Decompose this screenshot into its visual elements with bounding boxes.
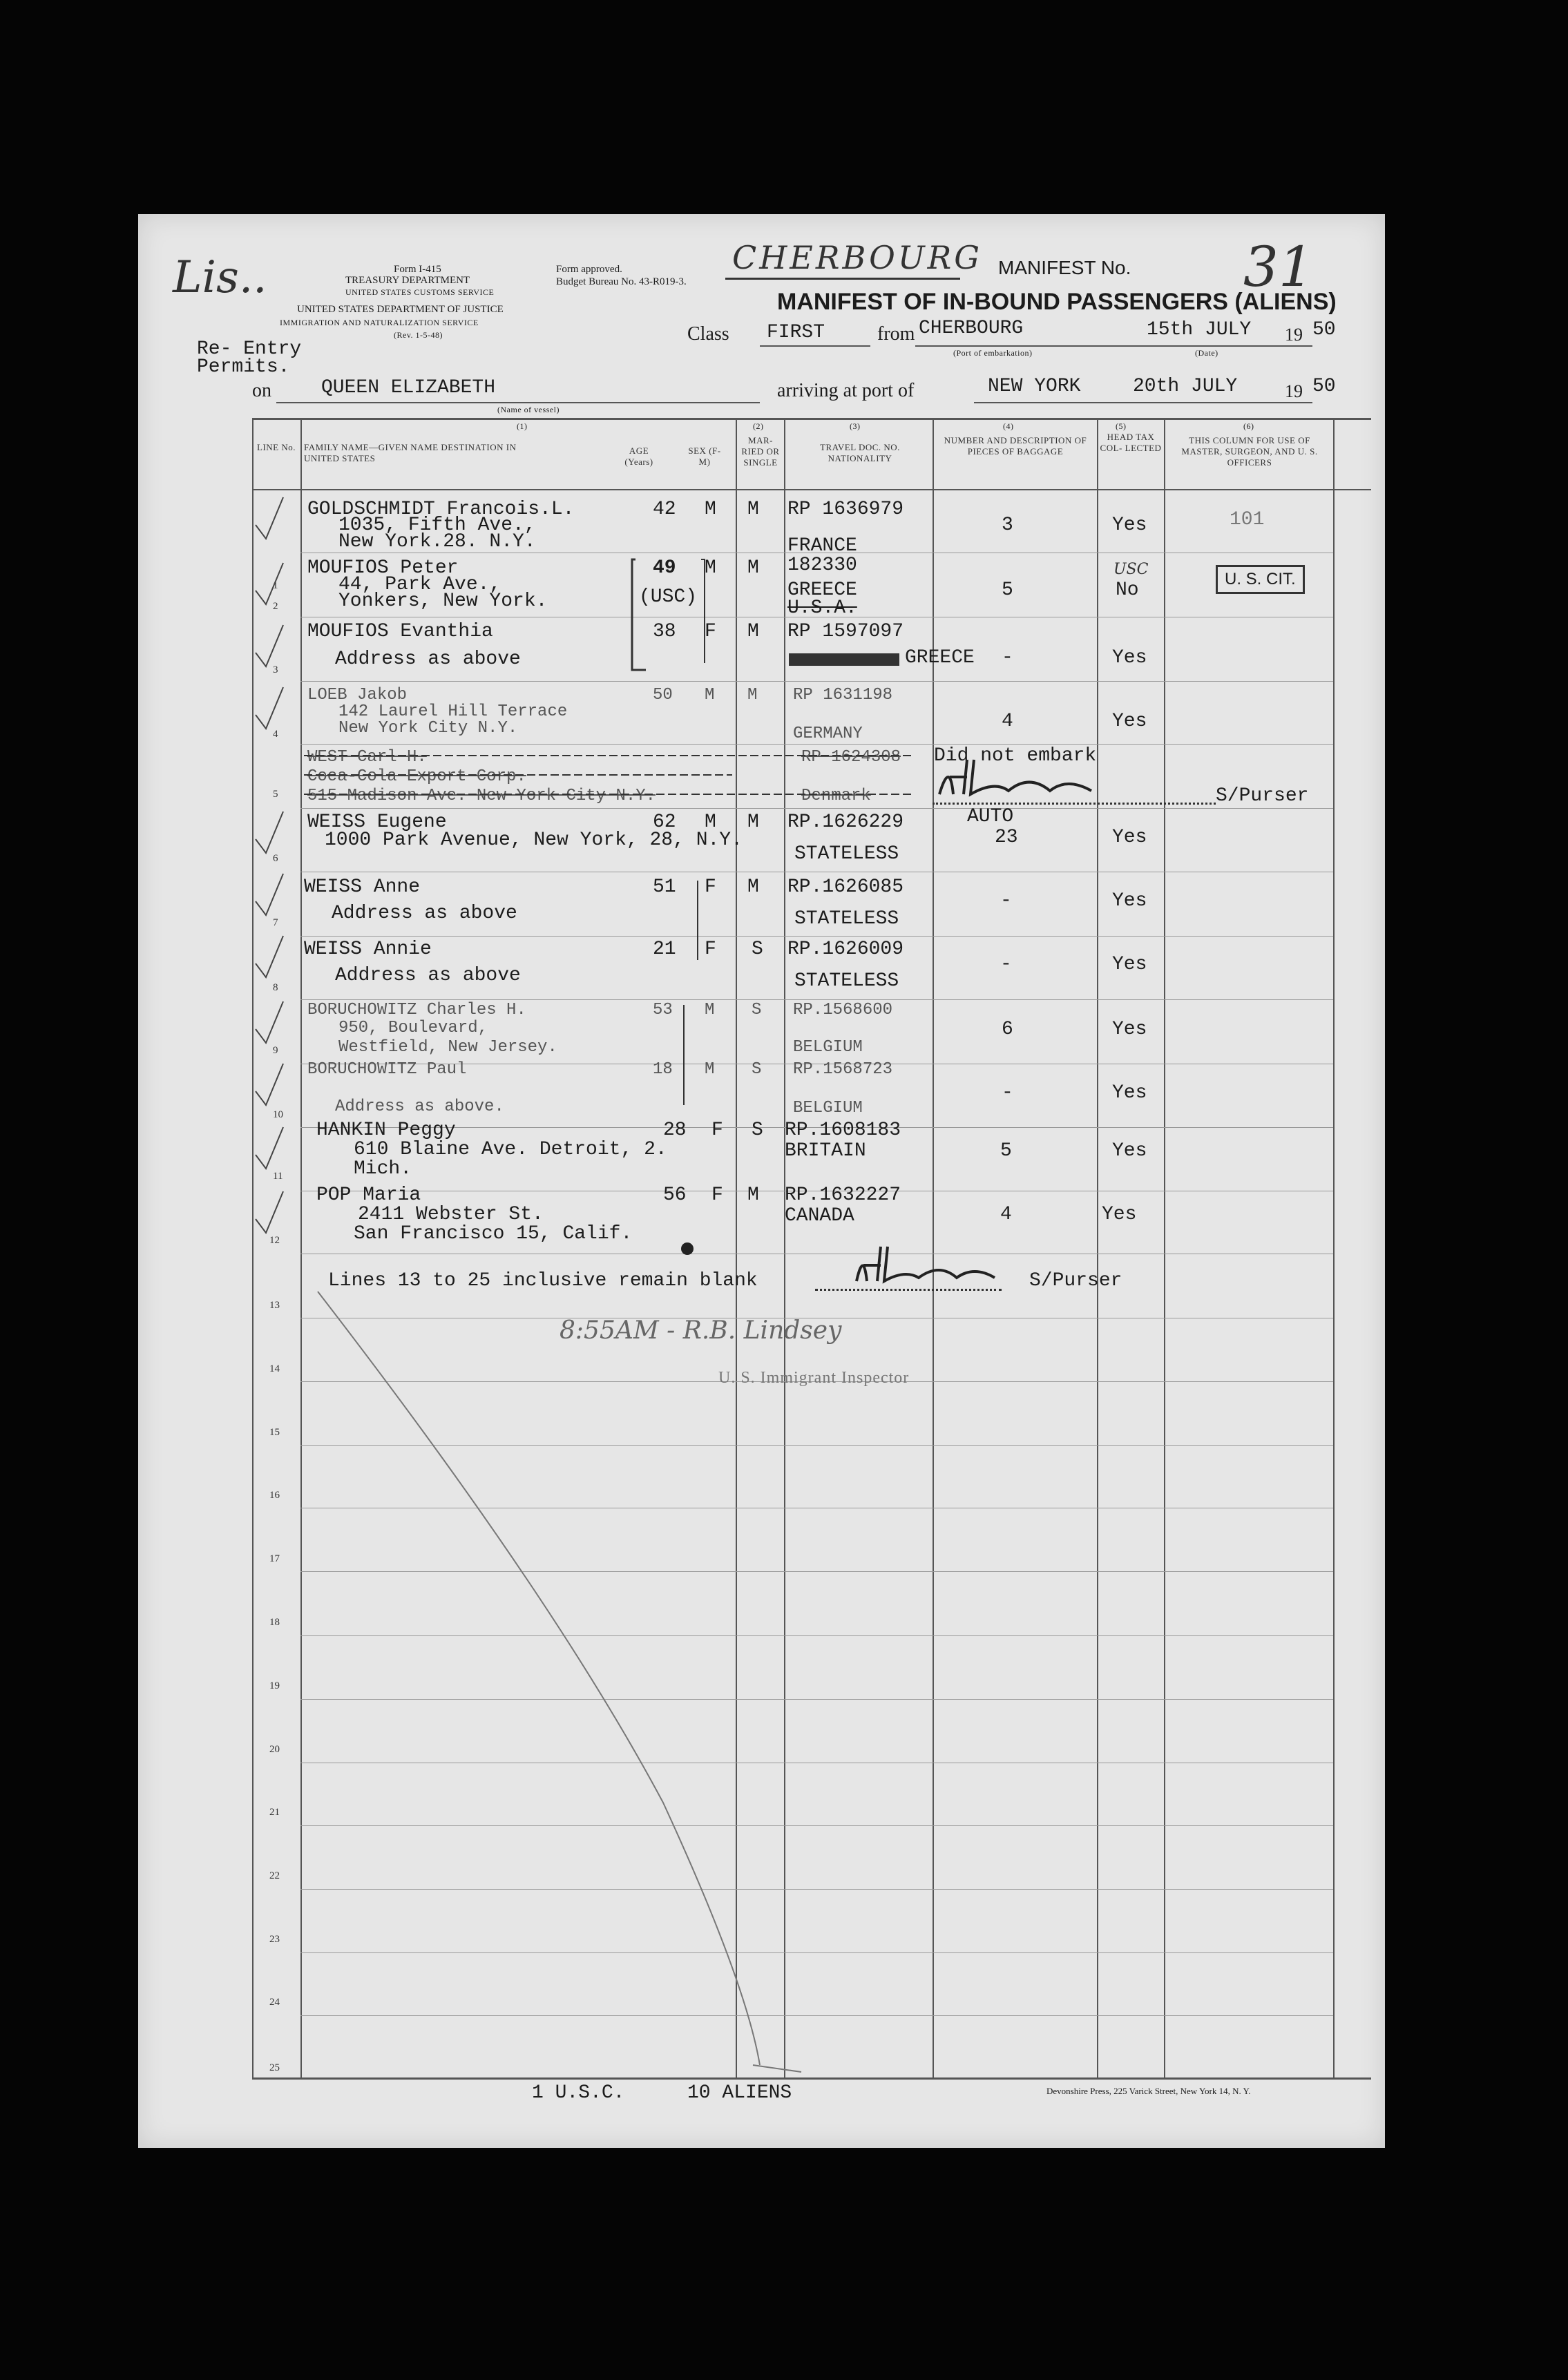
passenger-age: 42 bbox=[653, 499, 676, 520]
head-tax: Yes bbox=[1112, 1019, 1147, 1040]
marital-status: M bbox=[747, 1184, 759, 1206]
nationality: BELGIUM bbox=[793, 1038, 863, 1057]
nationality: Denmark bbox=[801, 787, 871, 805]
pencil-line bbox=[753, 2065, 801, 2072]
passenger-address: 610 Blaine Ave. Detroit, 2. bbox=[354, 1139, 667, 1160]
passenger-name: WEISS Annie bbox=[304, 939, 432, 960]
nationality: GREECE bbox=[905, 647, 975, 669]
inspector-label: U. S. Immigrant Inspector bbox=[718, 1369, 910, 1387]
passenger-age: 49 bbox=[653, 557, 676, 579]
budget-bureau: Budget Bureau No. 43-R019-3. bbox=[556, 276, 687, 287]
passenger-name: HANKIN Peggy bbox=[316, 1120, 456, 1141]
head-tax: Yes bbox=[1112, 954, 1147, 975]
header-line-no: LINE No. bbox=[257, 442, 296, 452]
marital-status: M bbox=[747, 499, 759, 520]
line-number: 13 bbox=[269, 1300, 280, 1311]
arrival-year-prefix: 19 bbox=[1285, 381, 1303, 401]
passenger-name: WEISS Eugene bbox=[307, 812, 447, 833]
line-number: 2 bbox=[273, 601, 278, 612]
line-number: 23 bbox=[269, 1934, 280, 1945]
bracket-mark bbox=[701, 559, 705, 663]
line-number: 16 bbox=[269, 1490, 280, 1501]
printer-imprint: Devonshire Press, 225 Varick Street, New York 14, N. Y. bbox=[1046, 2086, 1251, 2096]
purser-signature bbox=[939, 760, 1091, 794]
travel-doc: RP 1631198 bbox=[793, 686, 893, 704]
passenger-sex: M bbox=[705, 557, 716, 579]
passenger-sex: M bbox=[705, 1001, 715, 1019]
line-number: 8 bbox=[273, 982, 278, 993]
check-mark bbox=[256, 812, 283, 853]
line-number: 9 bbox=[273, 1045, 278, 1056]
header-baggage: NUMBER AND DESCRIPTION OF PIECES OF BAGGAGE bbox=[944, 435, 1087, 457]
passenger-address: 515 Madison Ave. New York City N.Y. bbox=[307, 787, 656, 805]
marital-status: S bbox=[752, 1001, 762, 1019]
baggage-count: - bbox=[1000, 954, 1012, 975]
head-tax: Yes bbox=[1112, 711, 1147, 732]
header-age: AGE (Years) bbox=[624, 445, 653, 467]
purser-label: S/Purser bbox=[1029, 1270, 1122, 1292]
check-mark bbox=[256, 936, 283, 977]
nationality: FRANCE bbox=[787, 535, 857, 557]
passenger-address: 44, Park Ave., bbox=[338, 574, 501, 595]
baggage-count: - bbox=[1002, 647, 1013, 669]
cherbourg-handwritten: CHERBOURG bbox=[732, 239, 983, 276]
reentry-label: Re- Entry bbox=[197, 338, 302, 360]
passenger-address: New York City N.Y. bbox=[338, 719, 518, 738]
passenger-name: BORUCHOWITZ Charles H. bbox=[307, 1001, 526, 1019]
rev-label: (Rev. 1-5-48) bbox=[394, 330, 443, 340]
baggage-count: 4 bbox=[1000, 1204, 1012, 1225]
line-number: 3 bbox=[273, 664, 278, 675]
from-value: CHERBOURG bbox=[919, 318, 1024, 339]
passenger-name: BORUCHOWITZ Paul bbox=[307, 1060, 467, 1079]
marital-status: M bbox=[747, 876, 759, 898]
header-travel: TRAVEL DOC. NO. NATIONALITY bbox=[820, 442, 900, 463]
bracket-mark bbox=[632, 559, 646, 670]
nationality: CANADA bbox=[785, 1205, 854, 1227]
travel-doc: RP.1626085 bbox=[787, 876, 904, 898]
col-number: (2) bbox=[753, 421, 764, 431]
passenger-sex: F bbox=[711, 1184, 723, 1206]
permits-label: Permits. bbox=[197, 356, 290, 378]
embark-date: 15th JULY bbox=[1147, 319, 1252, 340]
passenger-name: POP Maria bbox=[316, 1184, 421, 1206]
baggage-count: 5 bbox=[1002, 579, 1013, 601]
year-value: 50 bbox=[1312, 319, 1336, 340]
nationality: STATELESS bbox=[794, 908, 899, 930]
line-number: 21 bbox=[269, 1807, 280, 1818]
passenger-age: 38 bbox=[653, 621, 676, 642]
passenger-address: Address as above bbox=[332, 903, 517, 924]
passenger-sex: M bbox=[705, 499, 716, 520]
purser-signature bbox=[857, 1247, 995, 1281]
passenger-sex: F bbox=[705, 621, 716, 642]
passenger-sex: M bbox=[705, 1060, 715, 1079]
year-prefix: 19 bbox=[1285, 325, 1303, 345]
line-number: 1 bbox=[273, 580, 278, 591]
passenger-age: 56 bbox=[663, 1184, 687, 1206]
baggage-count: - bbox=[1002, 1082, 1013, 1104]
nationality: STATELESS bbox=[794, 970, 899, 992]
line-number: 25 bbox=[269, 2062, 280, 2073]
header-sex: SEX (F-M) bbox=[688, 445, 721, 467]
check-mark bbox=[256, 625, 283, 666]
col-number: (3) bbox=[850, 421, 861, 431]
line-number: 19 bbox=[269, 1680, 280, 1691]
head-tax: Yes bbox=[1112, 647, 1147, 669]
vessel-caption: (Name of vessel) bbox=[497, 405, 560, 414]
head-tax-note: USC bbox=[1113, 561, 1149, 578]
passenger-address: 142 Laurel Hill Terrace bbox=[338, 702, 568, 721]
line-number: 11 bbox=[273, 1171, 283, 1182]
passenger-address: Yonkers, New York. bbox=[338, 591, 548, 612]
usc-total: 1 U.S.C. bbox=[532, 2082, 625, 2104]
baggage-count: - bbox=[1000, 890, 1012, 912]
travel-doc: RP.1608183 bbox=[785, 1120, 901, 1141]
manifest-page bbox=[138, 214, 1385, 2148]
class-label: Class bbox=[687, 323, 729, 345]
check-mark bbox=[256, 687, 283, 729]
head-tax: Yes bbox=[1102, 1204, 1137, 1225]
col-number: (4) bbox=[1003, 421, 1014, 431]
marital-status: M bbox=[747, 686, 758, 704]
class-value: FIRST bbox=[767, 322, 825, 343]
baggage-count: 4 bbox=[1002, 711, 1013, 732]
passenger-address: 2411 Webster St. bbox=[358, 1204, 544, 1225]
passenger-age: 50 bbox=[653, 686, 673, 704]
passenger-address: Coca-Cola Export Corp. bbox=[307, 767, 526, 786]
passenger-sex: F bbox=[705, 939, 716, 960]
baggage-count: 5 bbox=[1000, 1140, 1012, 1162]
marital-status: S bbox=[752, 1120, 763, 1141]
passenger-name: LOEB Jakob bbox=[307, 686, 408, 704]
passenger-sex: M bbox=[705, 686, 715, 704]
nationality: GREECE bbox=[787, 579, 857, 601]
manifest-title: MANIFEST OF IN-BOUND PASSENGERS (ALIENS) bbox=[777, 289, 1337, 315]
passenger-age: 53 bbox=[653, 1001, 673, 1019]
passenger-address: Address as above bbox=[335, 649, 521, 670]
travel-doc: RP.1626229 bbox=[787, 812, 904, 833]
passenger-age: 21 bbox=[653, 939, 676, 960]
ins-label: IMMIGRATION AND NATURALIZATION SERVICE bbox=[280, 318, 479, 327]
date-caption: (Date) bbox=[1195, 348, 1218, 358]
passenger-name: MOUFIOS Peter bbox=[307, 557, 459, 579]
customs-label: UNITED STATES CUSTOMS SERVICE bbox=[345, 287, 495, 297]
passenger-address: 1035, Fifth Ave., bbox=[338, 515, 536, 536]
line-number: 7 bbox=[273, 917, 278, 928]
check-mark bbox=[256, 497, 283, 539]
inspector-handwriting: 8:55AM - R.B. Lindsey bbox=[560, 1316, 842, 1345]
line-number: 18 bbox=[269, 1617, 280, 1628]
pencil-line bbox=[318, 1292, 760, 2065]
header-head-tax: HEAD TAX COL- LECTED bbox=[1100, 432, 1162, 453]
line-number: 6 bbox=[273, 853, 278, 864]
form-number: Form I-415 bbox=[394, 264, 441, 275]
from-label: from bbox=[877, 323, 915, 345]
line-number: 10 bbox=[273, 1109, 283, 1120]
passenger-address: Mich. bbox=[354, 1158, 412, 1180]
travel-doc: RP.1568723 bbox=[793, 1060, 893, 1079]
head-tax: Yes bbox=[1112, 890, 1147, 912]
passenger-address: New York.28. N.Y. bbox=[338, 531, 536, 553]
arriving-label: arriving at port of bbox=[777, 380, 915, 401]
marital-status: M bbox=[747, 557, 759, 579]
us-citizen-stamp: U. S. CIT. bbox=[1216, 565, 1305, 594]
header-name: FAMILY NAME—GIVEN NAME DESTINATION IN UNITED STATES bbox=[304, 442, 517, 463]
passenger-age: 18 bbox=[653, 1060, 673, 1079]
form-approved: Form approved. bbox=[556, 264, 622, 275]
header-officers: THIS COLUMN FOR USE OF MASTER, SURGEON, AND U. S. OFFICERS bbox=[1181, 435, 1318, 468]
head-tax: Yes bbox=[1112, 827, 1147, 848]
col-number: (5) bbox=[1116, 421, 1127, 431]
head-tax: Yes bbox=[1112, 1082, 1147, 1104]
line-number: 24 bbox=[269, 1997, 280, 2008]
passenger-address: Address as above bbox=[335, 965, 521, 986]
head-tax: Yes bbox=[1112, 515, 1147, 536]
check-mark bbox=[256, 563, 283, 604]
nationality: GERMANY bbox=[793, 724, 863, 743]
treasury-label: TREASURY DEPARTMENT bbox=[345, 275, 470, 286]
passenger-age: 28 bbox=[663, 1120, 687, 1141]
passenger-age: 51 bbox=[653, 876, 676, 898]
travel-doc: RP 1636979 bbox=[787, 499, 904, 520]
passenger-sex: F bbox=[711, 1120, 723, 1141]
usc-note: (USC) bbox=[639, 586, 698, 608]
port-caption: (Port of embarkation) bbox=[953, 348, 1033, 358]
arrival-year: 50 bbox=[1312, 376, 1336, 397]
head-tax: No bbox=[1116, 579, 1139, 601]
nationality: BRITAIN bbox=[785, 1140, 866, 1162]
nationality-struck: U.S.A. bbox=[787, 597, 857, 619]
travel-doc: RP 1597097 bbox=[787, 621, 904, 642]
remark: Did not embark bbox=[934, 745, 1097, 767]
baggage-count: 6 bbox=[1002, 1019, 1013, 1040]
remain-blank-note: Lines 13 to 25 inclusive remain blank bbox=[328, 1270, 758, 1292]
travel-doc: RP.1632227 bbox=[785, 1184, 901, 1206]
passenger-name: WEISS Anne bbox=[304, 876, 421, 898]
handwriting-layer bbox=[138, 214, 1385, 2148]
manifest-no-label: MANIFEST No. bbox=[998, 257, 1131, 278]
passenger-address: 950, Boulevard, bbox=[338, 1019, 488, 1037]
head-tax: Yes bbox=[1112, 1140, 1147, 1162]
line-number: 15 bbox=[269, 1427, 280, 1438]
line-number: 12 bbox=[269, 1235, 280, 1246]
passenger-name: GOLDSCHMIDT Francois.L. bbox=[307, 499, 575, 520]
passenger-address: Address as above. bbox=[335, 1097, 504, 1116]
vessel-name: QUEEN ELIZABETH bbox=[321, 377, 496, 399]
travel-doc: 182330 bbox=[787, 555, 857, 576]
marital-status: M bbox=[747, 621, 759, 642]
marital-status: M bbox=[747, 812, 759, 833]
passenger-sex: F bbox=[705, 876, 716, 898]
line-number: 14 bbox=[269, 1363, 280, 1374]
check-mark bbox=[256, 1001, 283, 1043]
officer-note: 101 bbox=[1230, 509, 1265, 530]
arriving-port: NEW YORK bbox=[988, 376, 1081, 397]
justice-label: UNITED STATES DEPARTMENT OF JUSTICE bbox=[297, 304, 504, 315]
purser-signature-label: S/Purser bbox=[1216, 785, 1309, 807]
travel-doc: RP.1568600 bbox=[793, 1001, 893, 1019]
check-mark bbox=[256, 874, 283, 915]
passenger-age: 62 bbox=[653, 812, 676, 833]
marital-status: S bbox=[752, 1060, 762, 1079]
arrival-date: 20th JULY bbox=[1133, 376, 1238, 397]
check-mark bbox=[256, 1191, 283, 1233]
line-number: 20 bbox=[269, 1744, 280, 1755]
col-number: (6) bbox=[1243, 421, 1254, 431]
passenger-address: San Francisco 15, Calif. bbox=[354, 1223, 633, 1245]
manifest-no-value: 31 bbox=[1243, 235, 1314, 299]
check-mark bbox=[256, 1064, 283, 1105]
passenger-name: WEST Carl H. bbox=[307, 748, 427, 767]
nationality: STATELESS bbox=[794, 843, 899, 865]
baggage-description: AUTO bbox=[967, 806, 1014, 827]
handwritten-mark: Lis.. bbox=[173, 252, 267, 303]
marital-status: S bbox=[752, 939, 763, 960]
on-label: on bbox=[252, 380, 271, 401]
travel-doc: RP 1624308 bbox=[801, 748, 901, 767]
line-number: 22 bbox=[269, 1870, 280, 1881]
line-number: 4 bbox=[273, 729, 278, 740]
passenger-sex: M bbox=[705, 812, 716, 833]
line-number: 5 bbox=[273, 789, 278, 800]
check-mark bbox=[256, 1127, 283, 1169]
nationality: BELGIUM bbox=[793, 1099, 863, 1117]
ink-blot bbox=[681, 1242, 694, 1255]
travel-doc: RP.1626009 bbox=[787, 939, 904, 960]
passenger-address: Westfield, New Jersey. bbox=[338, 1038, 557, 1057]
line-number: 17 bbox=[269, 1553, 280, 1564]
passenger-address: 1000 Park Avenue, New York, 28, N.Y. bbox=[325, 829, 743, 851]
baggage-count: 3 bbox=[1002, 515, 1013, 536]
header-married: MAR- RIED OR SINGLE bbox=[741, 435, 780, 468]
passenger-name: MOUFIOS Evanthia bbox=[307, 621, 493, 642]
col-number: (1) bbox=[517, 421, 528, 431]
aliens-total: 10 ALIENS bbox=[687, 2082, 792, 2104]
baggage-count: 23 bbox=[995, 827, 1018, 848]
